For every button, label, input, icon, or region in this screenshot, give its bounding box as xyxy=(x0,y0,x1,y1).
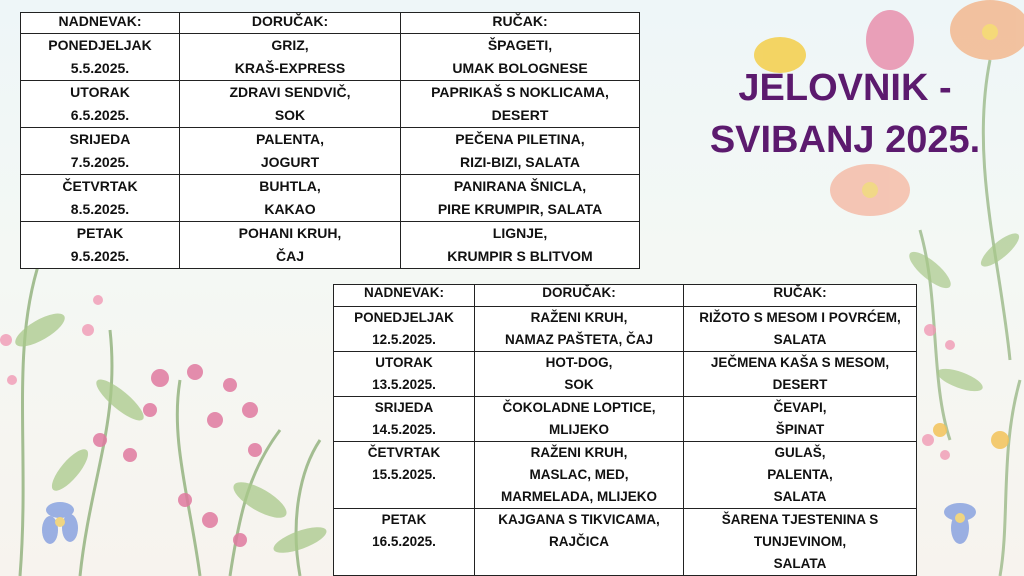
lunch-cell xyxy=(684,509,917,576)
date-cell xyxy=(21,175,180,222)
date-cell-line: 12.5.2025. xyxy=(372,332,436,347)
title-line-2: SVIBANJ 2025. xyxy=(709,119,981,161)
table-header-row xyxy=(334,285,917,307)
breakfast-cell-line: PALENTA, xyxy=(256,131,324,147)
table-row xyxy=(21,128,640,175)
breakfast-cell-line: MLIJEKO xyxy=(548,422,609,437)
lunch-cell-line: GULAŠ, xyxy=(774,445,826,460)
lunch-cell xyxy=(401,34,640,81)
menu-table-week-1 xyxy=(20,12,640,269)
date-cell xyxy=(334,442,475,509)
table-row xyxy=(334,442,917,509)
breakfast-cell-line: ČOKOLADNE LOPTICE, xyxy=(502,400,656,415)
date-cell xyxy=(334,509,475,576)
lunch-cell-line: DESERT xyxy=(772,377,828,392)
breakfast-cell-line: RAŽENI KRUH, xyxy=(530,445,628,460)
header-date: NADNEVAK: xyxy=(21,13,180,34)
breakfast-cell-line: BUHTLA, xyxy=(259,178,321,194)
table-row xyxy=(21,175,640,222)
lunch-cell xyxy=(401,81,640,128)
breakfast-cell xyxy=(180,222,401,269)
lunch-cell-line: KRUMPIR S BLITVOM xyxy=(447,248,593,264)
lunch-cell-line: DESERT xyxy=(491,107,549,123)
table-row xyxy=(334,509,917,576)
breakfast-cell-line: POHANI KRUH, xyxy=(238,225,342,241)
date-cell xyxy=(21,34,180,81)
lunch-cell xyxy=(684,352,917,397)
date-cell-line: PETAK xyxy=(381,512,427,527)
breakfast-cell-line: ČAJ xyxy=(275,248,304,264)
lunch-cell-line: TUNJEVINOM, xyxy=(753,534,847,549)
breakfast-cell xyxy=(180,34,401,81)
lunch-cell xyxy=(684,442,917,509)
breakfast-cell-line: GRIZ, xyxy=(271,37,309,53)
lunch-cell-line: ŠPAGETI, xyxy=(487,37,553,53)
table-header-row xyxy=(21,13,640,34)
date-cell-line: 16.5.2025. xyxy=(372,534,436,549)
breakfast-cell-line: SOK xyxy=(274,107,306,123)
lunch-cell xyxy=(684,397,917,442)
date-cell-line: SRIJEDA xyxy=(69,131,131,147)
breakfast-cell xyxy=(475,397,684,442)
date-cell-line: 13.5.2025. xyxy=(372,377,436,392)
date-cell-line: 14.5.2025. xyxy=(372,422,436,437)
header-lunch: RUČAK: xyxy=(684,285,917,307)
table-body xyxy=(21,34,640,269)
date-cell xyxy=(21,81,180,128)
header-breakfast: DORUČAK: xyxy=(475,285,684,307)
lunch-cell-line: PANIRANA ŠNICLA, xyxy=(453,178,587,194)
header-date: NADNEVAK: xyxy=(334,285,475,307)
breakfast-cell xyxy=(180,175,401,222)
lunch-cell-line: PEČENA PILETINA, xyxy=(455,131,585,147)
date-cell-line: 8.5.2025. xyxy=(70,201,130,217)
lunch-cell-line: PIRE KRUMPIR, SALATA xyxy=(437,201,603,217)
lunch-cell-line: JEČMENA KAŠA S MESOM, xyxy=(710,355,890,370)
date-cell-line: SRIJEDA xyxy=(374,400,434,415)
breakfast-cell-line: MARMELADA, MLIJEKO xyxy=(501,489,657,504)
date-cell-line: PONEDJELJAK xyxy=(48,37,152,53)
lunch-cell xyxy=(401,222,640,269)
breakfast-cell xyxy=(180,81,401,128)
breakfast-cell-line: KRAŠ-EXPRESS xyxy=(234,60,346,76)
date-cell-line: PETAK xyxy=(76,225,124,241)
lunch-cell xyxy=(684,307,917,352)
breakfast-cell xyxy=(475,352,684,397)
date-cell-line: UTORAK xyxy=(375,355,433,370)
date-cell-line: UTORAK xyxy=(70,84,130,100)
lunch-cell-line: RIŽOTO S MESOM I POVRĆEM, xyxy=(699,310,901,325)
table-row xyxy=(21,34,640,81)
lunch-cell-line: ČEVAPI, xyxy=(773,400,827,415)
date-cell xyxy=(21,222,180,269)
date-cell-line: 9.5.2025. xyxy=(70,248,130,264)
breakfast-cell xyxy=(475,307,684,352)
date-cell-line: ČETVRTAK xyxy=(62,178,138,194)
lunch-cell xyxy=(401,128,640,175)
breakfast-cell-line: RAJČICA xyxy=(548,534,609,549)
lunch-cell-line: PAPRIKAŠ S NOKLICAMA, xyxy=(431,84,609,100)
breakfast-cell-line: NAMAZ PAŠTETA, ČAJ xyxy=(505,332,653,347)
page-title xyxy=(680,62,1010,166)
breakfast-cell-line: KAKAO xyxy=(264,201,316,217)
breakfast-cell-line: RAŽENI KRUH, xyxy=(530,310,628,325)
lunch-cell-line: RIZI-BIZI, SALATA xyxy=(459,154,581,170)
lunch-cell-line: PALENTA, xyxy=(767,467,833,482)
lunch-cell-line: SALATA xyxy=(773,556,827,571)
title-line-1: JELOVNIK - xyxy=(738,67,952,109)
date-cell xyxy=(334,307,475,352)
breakfast-cell-line: HOT-DOG, xyxy=(545,355,613,370)
table-row xyxy=(21,81,640,128)
breakfast-cell xyxy=(180,128,401,175)
date-cell-line: 15.5.2025. xyxy=(372,467,436,482)
date-cell-line: ČETVRTAK xyxy=(367,445,441,460)
lunch-cell xyxy=(401,175,640,222)
breakfast-cell-line: MASLAC, MED, xyxy=(529,467,629,482)
breakfast-cell xyxy=(475,442,684,509)
table-row xyxy=(334,352,917,397)
table-row xyxy=(21,222,640,269)
breakfast-cell xyxy=(475,509,684,576)
table-body xyxy=(334,307,917,576)
table-row xyxy=(334,397,917,442)
lunch-cell-line: ŠARENA TJESTENINA S xyxy=(721,512,879,527)
breakfast-cell-line: KAJGANA S TIKVICAMA, xyxy=(498,512,660,527)
lunch-cell-line: SALATA xyxy=(773,489,827,504)
date-cell xyxy=(21,128,180,175)
breakfast-cell-line: JOGURT xyxy=(260,154,320,170)
lunch-cell-line: UMAK BOLOGNESE xyxy=(452,60,588,76)
header-breakfast: DORUČAK: xyxy=(180,13,401,34)
date-cell xyxy=(334,352,475,397)
date-cell-line: PONEDJELJAK xyxy=(354,310,454,325)
lunch-cell-line: SALATA xyxy=(773,332,827,347)
date-cell-line: 5.5.2025. xyxy=(70,60,130,76)
lunch-cell-line: LIGNJE, xyxy=(492,225,548,241)
menu-table-week-2 xyxy=(333,284,917,576)
lunch-cell-line: ŠPINAT xyxy=(775,422,825,437)
breakfast-cell-line: ZDRAVI SENDVIČ, xyxy=(229,84,351,100)
table-row xyxy=(334,307,917,352)
date-cell xyxy=(334,397,475,442)
date-cell-line: 6.5.2025. xyxy=(70,107,130,123)
header-lunch: RUČAK: xyxy=(401,13,640,34)
date-cell-line: 7.5.2025. xyxy=(70,154,130,170)
breakfast-cell-line: SOK xyxy=(564,377,594,392)
